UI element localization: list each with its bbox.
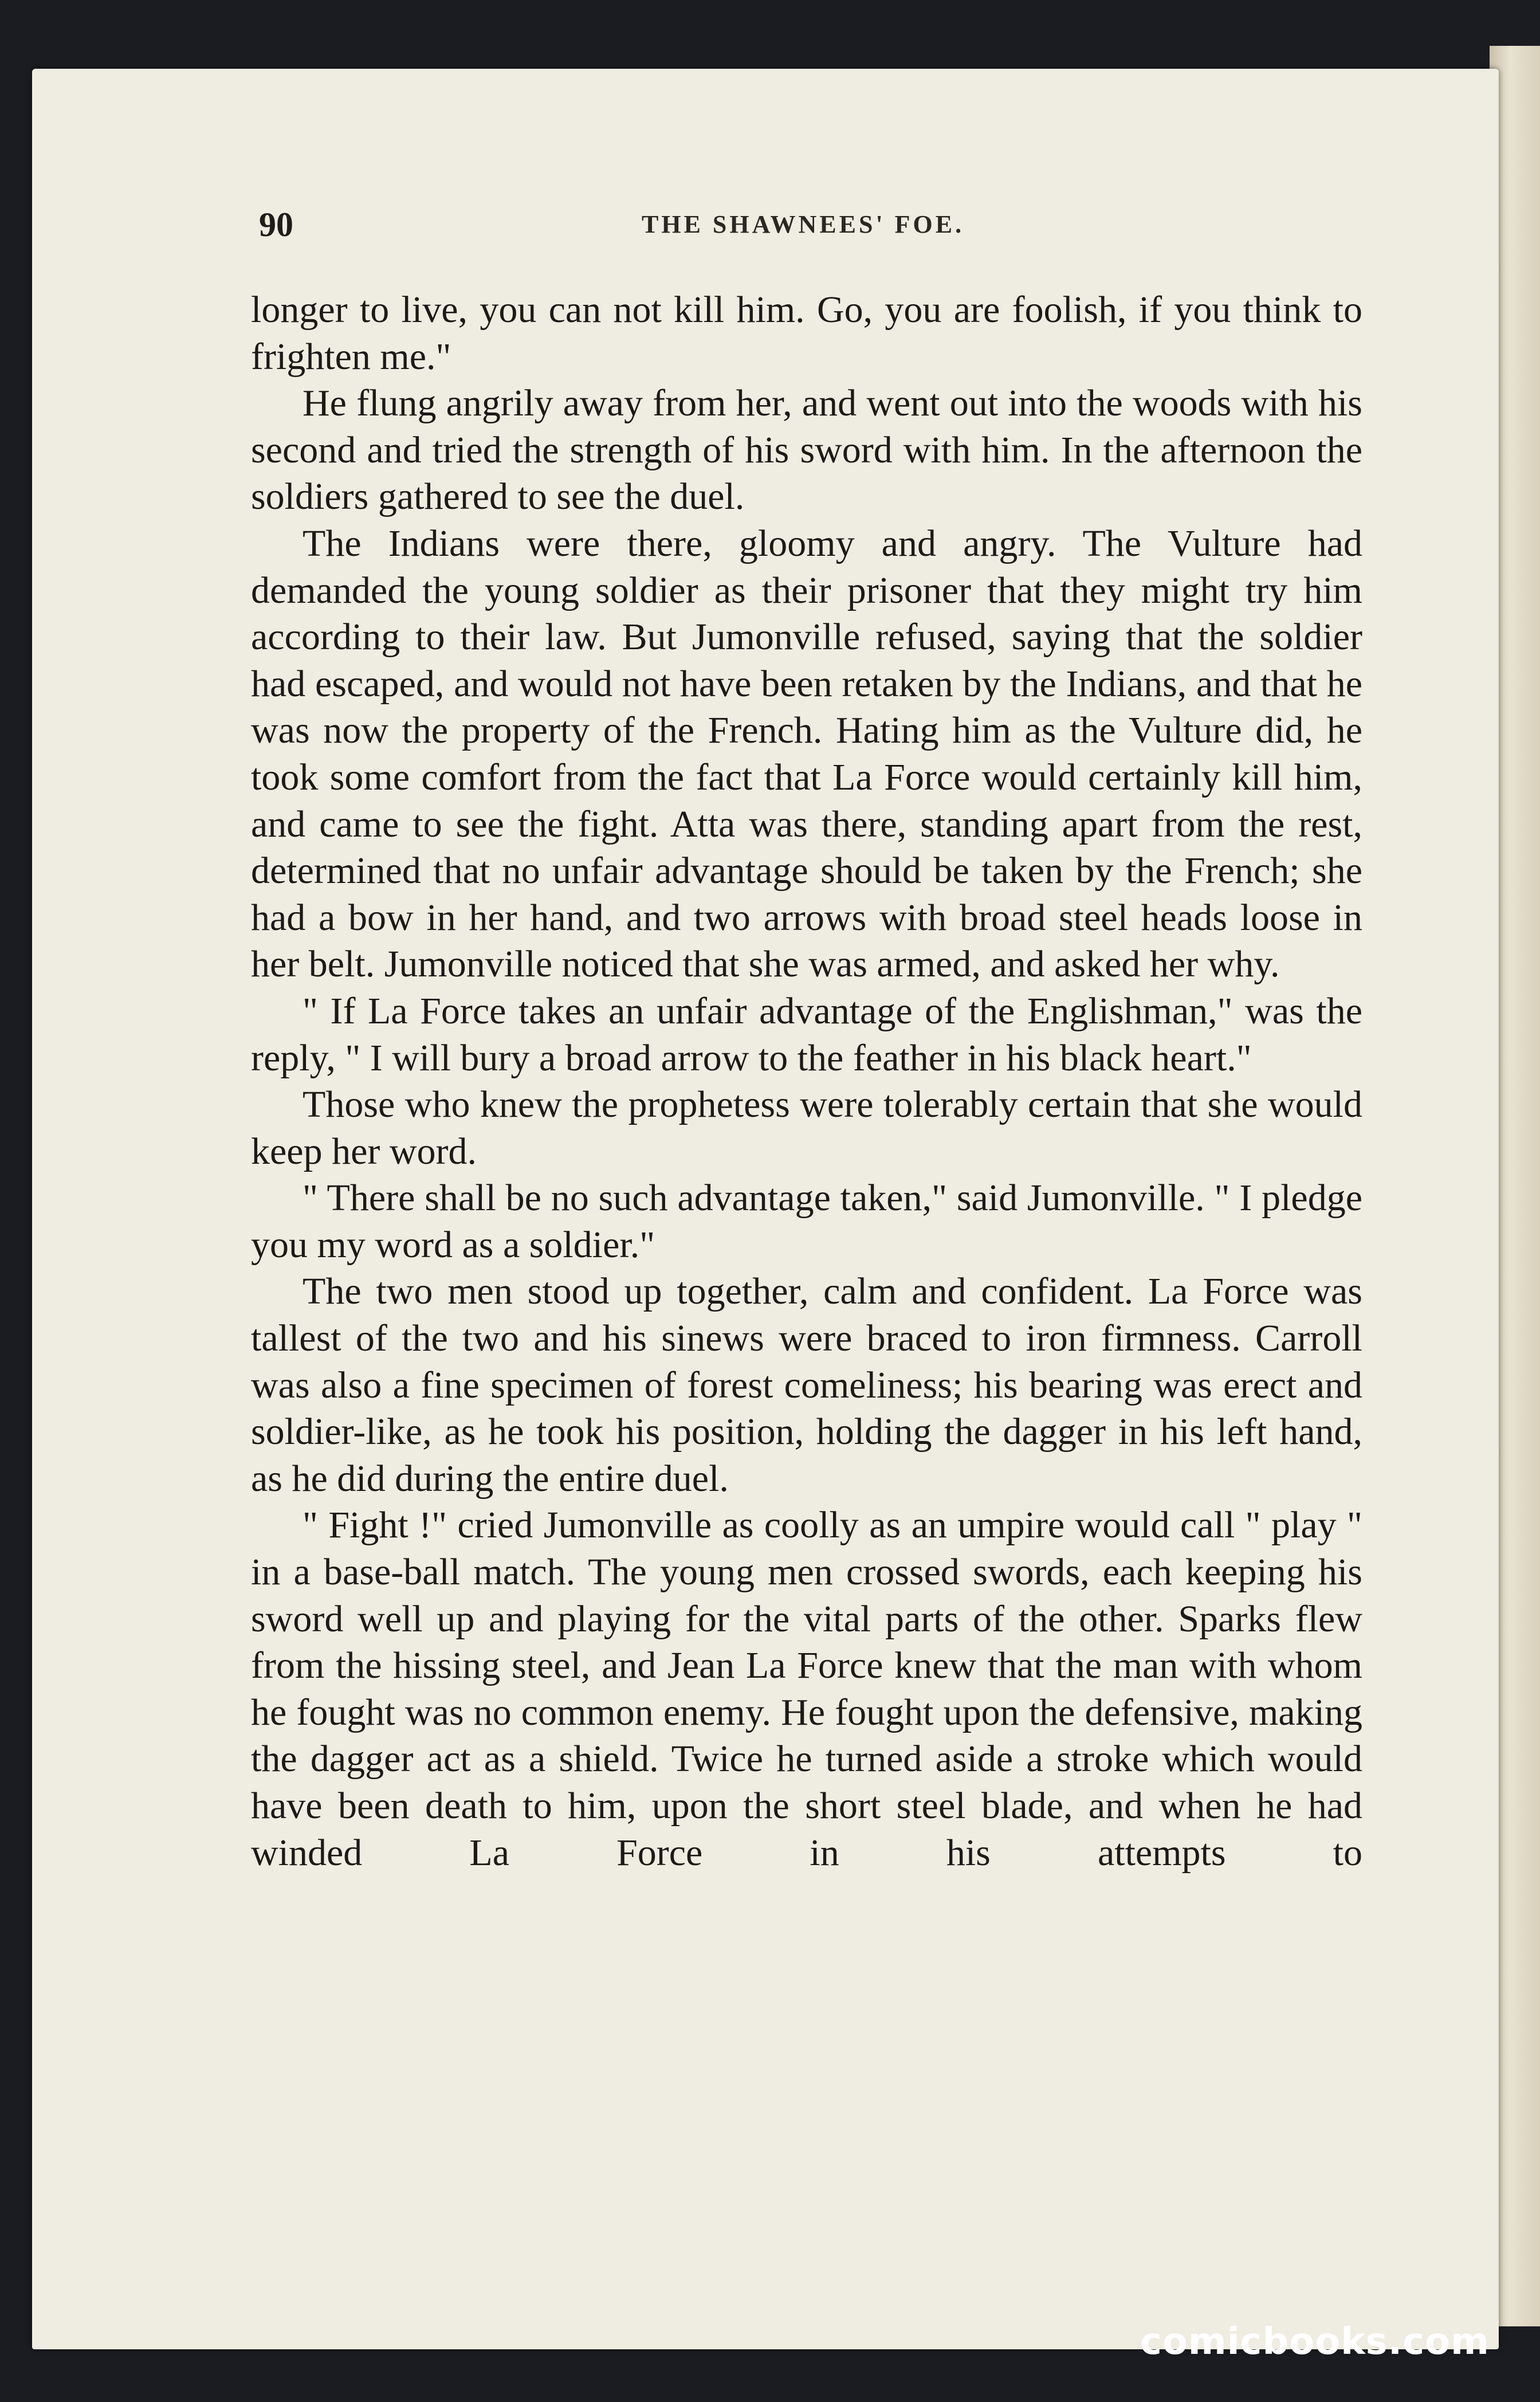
paragraph-2: He flung angrily away from her, and went out into the woods with his second and tried the strength of his sword with him. In the afternoon the soldiers gathered to see the duel. <box>251 382 1362 518</box>
paragraph-8: " Fight !" cried Jumonville as coolly as an umpire would call " play " in a base-ball match. The young men crossed swords, each keeping his sword well up and playing for the vital parts of the other. Sparks flew from the hissing steel, and Jean La Force knew that the man with whom he fought was no common enemy. He fought upon the defensive, making the dagger act as a shield. Twice he turned aside a stroke which would have been death to him, upon the short steel blade, and when he had winded La Force in his attempts to <box>251 1504 1362 1874</box>
running-head: THE SHAWNEES' FOE. <box>642 210 965 238</box>
page-number: 90 <box>259 206 293 244</box>
paragraph-4: " If La Force takes an unfair advantage of the Englishman," was the reply, " I will bury a broad arrow to the feather in his black heart." <box>251 990 1362 1079</box>
paragraph-3: The Indians were there, gloomy and angry. The Vulture had demanded the young soldier as their prisoner that they might try him according to their law. But Jumonville refused, saying that the soldier had escaped, and would not have been retaken by the Indians, and that he was now the property of the French. Hating him as the Vulture did, he took some comfort from the fact that La Force would certainly kill him, and came to see the fight. Atta was there, standing apart from the rest, determined that no unfair advantage should be taken by the French; she had a bow in her hand, and two arrows with broad steel heads loose in her belt. Jumonville noticed that she was armed, and asked her why. <box>251 522 1362 986</box>
paragraph-1: longer to live, you can not kill him. Go, you are foolish, if you think to frighten me." <box>251 289 1362 378</box>
paragraph-6: " There shall be no such advantage taken," said Jumonville. " I pledge you my word as a soldier." <box>251 1177 1362 1266</box>
page-text <box>251 286 1362 1876</box>
watermark-logo: comicbooks.com <box>1140 2321 1490 2363</box>
paragraph-7: The two men stood up together, calm and confident. La Force was tallest of the two and his sinews were braced to iron firmness. Carroll was also a fine specimen of forest comeliness; his bearing was erect and soldier-like, as he took his position, holding the dagger in his left hand, as he did during the entire duel. <box>251 1270 1362 1500</box>
paragraph-5: Those who knew the prophetess were tolerably certain that she would keep her word. <box>251 1084 1362 1172</box>
